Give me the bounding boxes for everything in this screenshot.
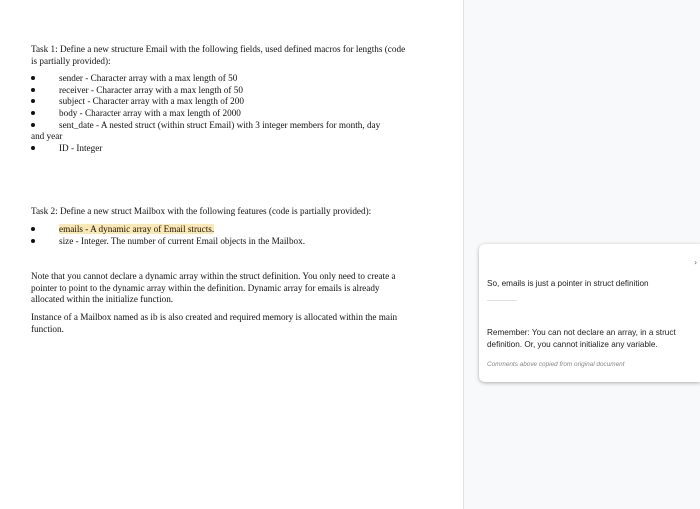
task1-intro: Task 1: Define a new structure Email with the following fields, used defined macros for lengths (code is partially provided): [31,44,406,66]
bullet-dot [31,76,35,80]
task1-bullet-sender [31,73,411,85]
chevron-right-icon[interactable]: › [694,258,698,267]
comment-remember[interactable]: Remember: You can not declare an array, in a struct definition. Or, you cannot initialize any variable. [487,328,676,349]
bullet-text: ID - Integer [59,142,103,153]
document-content [31,44,411,335]
bullet-text: size - Integer. The number of current Email objects in the Mailbox. [59,235,306,246]
bullet-dot [31,111,35,115]
task2-bullet-emails [31,224,411,236]
bullet-dot [31,227,35,231]
bullet-dot [31,239,35,243]
bullet-text: receiver - Character array with a max length of 50 [59,84,243,95]
comment-divider [487,300,517,301]
bullet-text: subject - Character array with a max length of 200 [59,96,244,107]
comments-copied-note: Comments above copied from original document [487,361,625,368]
task1-bullet-sent-date [31,120,411,132]
task1-bullet-subject [31,96,411,108]
task1-bullet-id [31,143,411,155]
instance-paragraph: Instance of a Mailbox named as ib is also created and required memory is allocated within the main function. [31,311,398,334]
note-paragraph: Note that you cannot declare a dynamic array within the struct definition. You only need to create a pointer to point to the dynamic array within the definition. Dynamic array for emails is already allocated within the initialize function. [31,271,396,305]
bullet-dot [31,123,35,127]
bullet-text: body - Character array with a max length of 2000 [59,107,241,118]
task2-bullet-size [31,236,411,248]
task2-intro: Task 2: Define a new struct Mailbox with the following features (code is partially provided): [31,206,372,217]
task1-bullet-body [31,108,411,120]
task1-continuation: and year [31,131,63,142]
bullet-dot [31,88,35,92]
task1-bullet-list [31,73,411,131]
highlighted-text[interactable]: emails - A dynamic array of Email structs. [59,223,215,234]
comment-emails-pointer[interactable]: So, emails is just a pointer in struct definition [487,279,649,288]
comments-panel[interactable] [479,244,700,382]
bullet-text: sent_date - A nested struct (within struct Email) with 3 integer members for month, day [59,119,381,130]
task1-bullet-list-tail [31,143,411,155]
bullet-text: sender - Character array with a max length of 50 [59,73,238,84]
bullet-dot [31,99,35,103]
bullet-dot [31,146,35,150]
task2-bullet-list [31,224,411,247]
task1-bullet-receiver [31,85,411,97]
